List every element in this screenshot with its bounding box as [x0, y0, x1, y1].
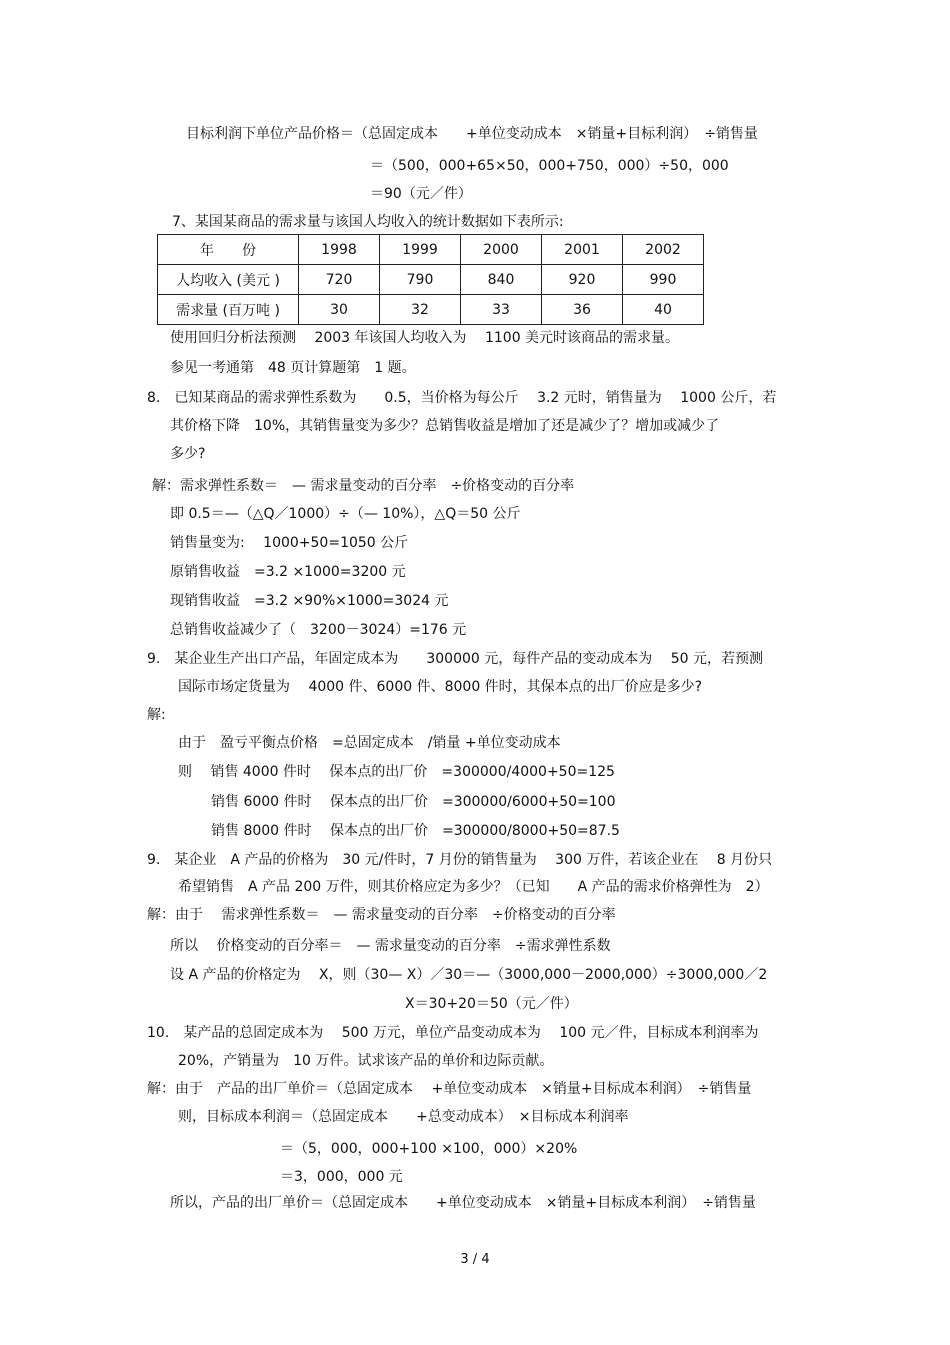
text-line: 9. 某企业 A 产品的价格为 30 元/件时，7 月份的销售量为 300 万件，若该企业在 8 月份只	[147, 852, 773, 868]
text-line: 参见一考通第 48 页计算题第 1 题。	[170, 360, 416, 376]
table-cell: 30	[299, 295, 380, 325]
text-line: 8. 已知某商品的需求弹性系数为 0.5，当价格为每公斤 3.2 元时，销售量为 1000 公斤，若	[147, 390, 777, 406]
table-cell: 33	[461, 295, 542, 325]
table-cell: 990	[623, 265, 704, 295]
text-line: 销售量变为: 1000+50=1050 公斤	[170, 535, 409, 551]
text-line: 希望销售 A 产品 200 万件，则其价格应定为多少？（已知 A 产品的需求价格弹性为 2）	[178, 879, 769, 895]
text-line: 则 销售 4000 件时 保本点的出厂价 =300000/4000+50=125	[178, 764, 615, 780]
text-line: 销售 8000 件时 保本点的出厂价 =300000/8000+50=87.5	[211, 823, 620, 839]
text-line: 解:	[147, 707, 166, 723]
text-line: 9. 某企业生产出口产品，年固定成本为 300000 元，每件产品的变动成本为 50 元，若预测	[147, 651, 763, 667]
table-cell: 32	[380, 295, 461, 325]
table-header-cell: 1999	[380, 235, 461, 265]
table-header-cell: 年 份	[158, 235, 299, 265]
text-line: 其价格下降 10%，其销售量变为多少？总销售收益是增加了还是减少了？增加或减少了	[170, 418, 720, 434]
text-line: ＝3，000，000 元	[280, 1169, 403, 1185]
text-line: 所以，产品的出厂单价＝（总固定成本 +单位变动成本 ×销量+目标成本利润） ÷销售量	[170, 1195, 756, 1211]
text-line: 多少?	[170, 446, 206, 462]
text-line: 解：由于 产品的出厂单价＝（总固定成本 +单位变动成本 ×销量+目标成本利润） ÷销售量	[147, 1081, 752, 1097]
table-cell: 人均收入 (美元 )	[158, 265, 299, 295]
text-line: 总销售收益减少了（ 3200－3024）=176 元	[170, 622, 467, 638]
table-cell: 920	[542, 265, 623, 295]
text-line: 20%，产销量为 10 万件。试求该产品的单价和边际贡献。	[178, 1053, 554, 1069]
table-header-row	[158, 235, 704, 265]
table-cell: 需求量 (百万吨 )	[158, 295, 299, 325]
text-line: 销售 6000 件时 保本点的出厂价 =300000/6000+50=100	[211, 794, 616, 810]
text-line: ＝（5，000，000+100 ×100，000）×20%	[280, 1141, 578, 1157]
text-line: 国际市场定货量为 4000 件、6000 件、8000 件时，其保本点的出厂价应是多少?	[178, 679, 703, 695]
page-number: 3 / 4	[460, 1252, 490, 1267]
text-line: 设 A 产品的价格定为 X，则（30— X）／30＝—（3000,000－2000,000）÷3000,000／2	[170, 967, 768, 983]
text-line: 10. 某产品的总固定成本为 500 万元，单位产品变动成本为 100 元／件，目标成本利润率为	[147, 1025, 759, 1041]
table-cell: 720	[299, 265, 380, 295]
text-line: 目标利润下单位产品价格＝（总固定成本 +单位变动成本 ×销量+目标利润） ÷销售量	[186, 126, 758, 142]
table-cell: 840	[461, 265, 542, 295]
table-row	[158, 265, 704, 295]
text-line: 现销售收益 =3.2 ×90%×1000=3024 元	[170, 593, 449, 609]
text-line: 即 0.5＝—（△Q／1000）÷（— 10%），△Q＝50 公斤	[170, 506, 521, 522]
text-line: 解：由于 需求弹性系数＝ — 需求量变动的百分率 ÷价格变动的百分率	[147, 907, 616, 923]
text-line: X＝30+20＝50（元／件）	[405, 996, 578, 1012]
text-line: 所以 价格变动的百分率＝ — 需求量变动的百分率 ÷需求弹性系数	[170, 938, 611, 954]
table-header-cell: 2000	[461, 235, 542, 265]
text-line: 则，目标成本利润＝（总固定成本 +总变动成本） ×目标成本利润率	[178, 1109, 629, 1125]
text-line: 7、某国某商品的需求量与该国人均收入的统计数据如下表所示:	[172, 214, 564, 230]
table-cell: 36	[542, 295, 623, 325]
table-header-cell: 1998	[299, 235, 380, 265]
text-line: 使用回归分析法预测 2003 年该国人均收入为 1100 美元时该商品的需求量。	[170, 330, 680, 346]
text-line: 由于 盈亏平衡点价格 =总固定成本 /销量 +单位变动成本	[178, 735, 561, 751]
statistics-table	[157, 234, 704, 325]
text-line: ＝90（元／件）	[370, 186, 472, 202]
table-header-cell: 2001	[542, 235, 623, 265]
table-header-cell: 2002	[623, 235, 704, 265]
table-row	[158, 295, 704, 325]
table-cell: 790	[380, 265, 461, 295]
text-line: 解：需求弹性系数＝ — 需求量变动的百分率 ÷价格变动的百分率	[152, 478, 575, 494]
table-cell: 40	[623, 295, 704, 325]
text-line: ＝（500，000+65×50，000+750，000）÷50，000	[370, 158, 729, 174]
text-line: 原销售收益 =3.2 ×1000=3200 元	[170, 564, 406, 580]
